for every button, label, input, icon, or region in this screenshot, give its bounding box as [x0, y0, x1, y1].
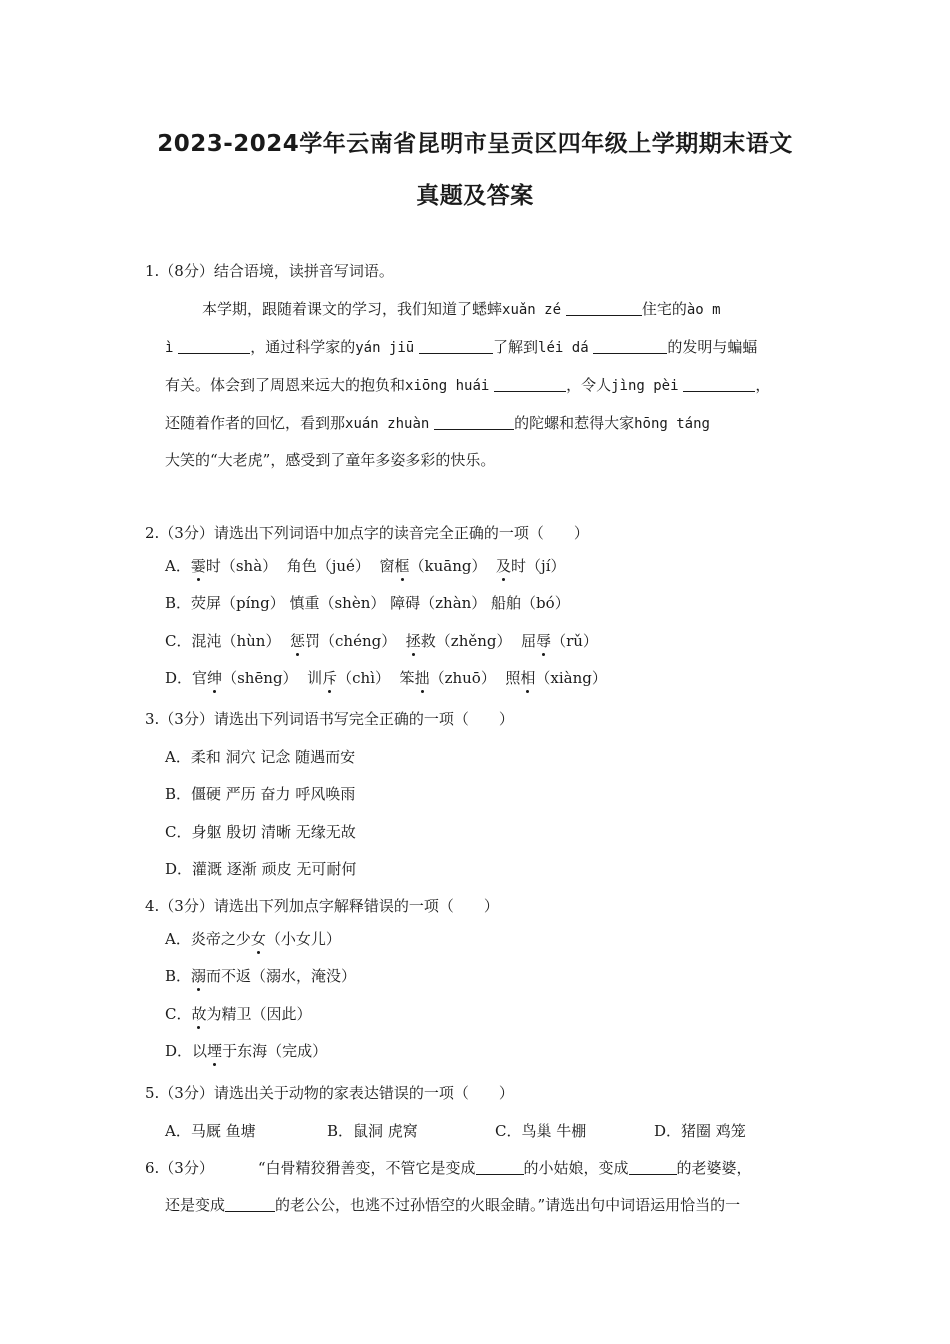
q1-answer-blank[interactable]	[494, 376, 566, 392]
q6-line2	[165, 1195, 740, 1215]
dotted-char: 相	[520, 669, 536, 687]
q2-option-b[interactable]	[165, 593, 570, 613]
q6-text: 还是变成	[165, 1196, 226, 1214]
q1-passage-line4	[165, 413, 710, 434]
q4-option-b[interactable]	[165, 966, 356, 986]
word-text: 时（shà）	[205, 557, 278, 575]
q1-text: 了解到	[493, 338, 539, 356]
option-label: C．	[165, 632, 192, 650]
q1-pinyin: ì	[165, 340, 174, 356]
word-text: 为精卫（因此）	[206, 1005, 312, 1023]
word-text: （kuāng）	[409, 557, 487, 575]
q6-text: 的老婆婆，	[676, 1159, 752, 1177]
q1-answer-blank[interactable]	[566, 300, 642, 316]
document-title-line1: 2023-2024学年云南省昆明市呈贡区四年级上学期期末语文	[157, 131, 793, 157]
word-text: 笨	[399, 669, 415, 687]
q4-stem: 4.（3分）请选出下列加点字解释错误的一项（ ）	[145, 897, 499, 915]
q1-answer-blank[interactable]	[178, 338, 250, 354]
dotted-char: 拙	[414, 669, 430, 687]
q1-passage-line3	[165, 375, 770, 396]
option-label: A．	[165, 930, 191, 948]
document-title-line2: 真题及答案	[416, 183, 534, 209]
dotted-char: 绅	[207, 669, 223, 687]
word-text: 角	[286, 557, 302, 575]
dotted-char: 及	[496, 557, 512, 575]
dotted-char: 溺	[191, 967, 207, 985]
word-text: 屈	[521, 632, 537, 650]
q5-option-a[interactable]: A．马厩 鱼塘	[165, 1122, 256, 1140]
word-text: 照	[505, 669, 521, 687]
q4-option-d[interactable]	[165, 1041, 327, 1061]
q6-text: 的小姑娘，变成	[523, 1159, 629, 1177]
option-label: D．	[165, 669, 193, 687]
word-text: 救（zhěng）	[420, 632, 512, 650]
q5-stem: 5.（3分）请选出关于动物的家表达错误的一项（ ）	[145, 1084, 514, 1102]
q5-option-c[interactable]: C．鸟巢 牛棚	[495, 1122, 587, 1140]
word-text: 色（jué）	[301, 557, 370, 575]
word-text: （shēng）	[222, 669, 298, 687]
word-text: （xiàng）	[535, 669, 607, 687]
word-text: （rǔ）	[551, 632, 598, 650]
q1-passage-line5: 大笑的“大老虎”，感受到了童年多姿多彩的快乐。	[165, 451, 496, 469]
q2-option-c[interactable]	[165, 631, 598, 651]
q1-text: ，通过科学家的	[250, 338, 356, 356]
dotted-char: 惩	[290, 632, 306, 650]
word-text: 时（jí）	[511, 557, 566, 575]
q6-text: “白骨精狡猾善变，不管它是变成	[257, 1159, 476, 1177]
option-label: D．	[165, 1042, 193, 1060]
q1-answer-blank[interactable]	[434, 414, 514, 430]
q1-answer-blank[interactable]	[419, 338, 493, 354]
q1-text: 还随着作者的回忆，看到那	[165, 414, 346, 432]
word-text: 训	[307, 669, 323, 687]
q1-pinyin: xuán zhuàn	[345, 416, 430, 432]
q1-pinyin: hōng táng	[634, 416, 710, 432]
q6-line1	[145, 1158, 752, 1178]
word-text: 而不返（溺水，淹没）	[206, 967, 357, 985]
dotted-char: 辱	[536, 632, 552, 650]
word-text: （zhuō）	[429, 669, 496, 687]
word-text: 于东海（完成）	[222, 1042, 328, 1060]
q1-text: 的陀螺和惹得大家	[514, 414, 635, 432]
q1-pinyin: yán jiū	[355, 340, 415, 356]
q4-option-c[interactable]	[165, 1004, 312, 1024]
dotted-char: 故	[191, 1005, 207, 1023]
q1-pinyin: ào m	[686, 302, 721, 318]
option-label: B．	[165, 967, 192, 985]
word-text: 窗	[379, 557, 395, 575]
word-text: 混沌（hùn）	[191, 632, 281, 650]
q2-stem: 2.（3分）请选出下列词语中加点字的读音完全正确的一项（ ）	[145, 524, 589, 542]
q1-text: ，令人	[566, 376, 612, 394]
option-label: B．	[165, 594, 192, 612]
q6-answer-blank[interactable]	[629, 1159, 677, 1175]
dotted-char: 框	[394, 557, 410, 575]
dotted-char: 霎	[190, 557, 206, 575]
q1-pinyin: xiōng huái	[405, 378, 490, 394]
word-text: 官	[192, 669, 208, 687]
word-text: 荧屏（píng） 慎重（shèn） 障碍（zhàn） 船舶（bó）	[191, 594, 570, 612]
word-text: （小女儿）	[265, 930, 341, 948]
q2-option-a[interactable]	[165, 556, 566, 576]
q1-pinyin: xuǎn zé	[502, 302, 562, 318]
q1-pinyin: léi dá	[538, 340, 589, 356]
q6-answer-blank[interactable]	[476, 1159, 524, 1175]
q1-text: 住宅的	[641, 300, 687, 318]
dotted-char: 斥	[322, 669, 338, 687]
q3-option-b[interactable]: B．僵硬 严历 奋力 呼风唤雨	[165, 785, 356, 803]
q1-pinyin: jìng pèi	[611, 378, 679, 394]
word-text: 以	[192, 1042, 208, 1060]
q3-option-c[interactable]: C．身躯 殷切 清晰 无缘无故	[165, 823, 356, 841]
q1-passage-line2	[165, 337, 757, 358]
q1-passage-line1	[202, 299, 721, 320]
dotted-char: 堙	[207, 1042, 223, 1060]
word-text: （chì）	[337, 669, 390, 687]
q2-option-d[interactable]	[165, 668, 607, 688]
q1-text: 本学期，跟随着课文的学习，我们知道了蟋蟀	[202, 300, 503, 318]
option-label: A．	[165, 557, 191, 575]
q5-option-b[interactable]: B．鼠洞 虎窝	[327, 1122, 418, 1140]
q1-answer-blank[interactable]	[683, 376, 755, 392]
word-text: 罚（chéng）	[305, 632, 397, 650]
dotted-char: 女	[250, 930, 266, 948]
q1-text: 的发明与蝙蝠	[667, 338, 758, 356]
q3-option-a[interactable]: A．柔和 洞穴 记念 随遇而安	[165, 748, 356, 766]
q1-answer-blank[interactable]	[593, 338, 667, 354]
q6-answer-blank[interactable]	[225, 1196, 275, 1212]
q3-option-d[interactable]: D．灌溉 逐渐 顽皮 无可耐何	[165, 860, 357, 878]
q4-option-a[interactable]	[165, 929, 341, 949]
q1-text: 有关。体会到了周恩来远大的抱负和	[165, 376, 406, 394]
q1-stem: 1.（8分）结合语境，读拼音写词语。	[145, 262, 394, 280]
q3-stem: 3.（3分）请选出下列词语书写完全正确的一项（ ）	[145, 710, 514, 728]
dotted-char: 拯	[405, 632, 421, 650]
q6-stem: 6.（3分）	[145, 1159, 214, 1177]
q1-text: ，	[755, 376, 771, 394]
word-text: 炎帝之少	[190, 930, 251, 948]
q6-text: 的老公公，也逃不过孙悟空的火眼金睛。”请选出句中词语运用恰当的一	[275, 1196, 741, 1214]
q5-option-d[interactable]: D．猪圈 鸡笼	[654, 1122, 746, 1140]
option-label: C．	[165, 1005, 192, 1023]
